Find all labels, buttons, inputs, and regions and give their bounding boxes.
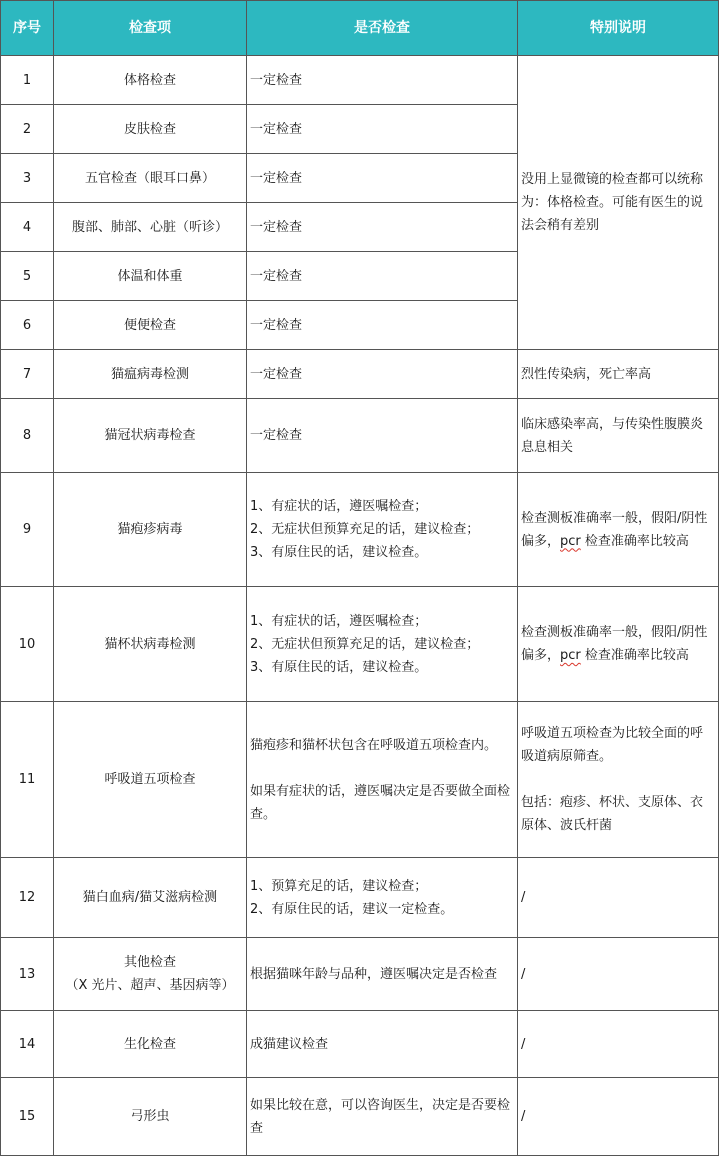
table-row: [1, 858, 719, 938]
row-no: 9: [1, 473, 54, 587]
row-item: 生化检查: [54, 1011, 247, 1078]
row-required: 如果比较在意，可以咨询医生，决定是否要检查: [247, 1078, 518, 1156]
row-required: 一定检查: [247, 350, 518, 399]
row-required: 一定检查: [247, 399, 518, 473]
row-required: 一定检查: [247, 105, 518, 154]
table-row: [1, 1011, 719, 1078]
note-paragraph: 呼吸道五项检查为比较全面的呼吸道病原筛查。: [521, 726, 704, 764]
row-no: 13: [1, 938, 54, 1011]
row-required: 一定检查: [247, 301, 518, 350]
header-note: 特别说明: [518, 1, 719, 56]
row-required: 根据猫咪年龄与品种，遵医嘱决定是否检查: [247, 938, 518, 1011]
row-item: 便便检查: [54, 301, 247, 350]
row-required: [247, 858, 518, 938]
required-line: 1、有症状的话，遵医嘱检查；: [250, 499, 428, 514]
required-line: 2、无症状但预算充足的话，建议检查；: [250, 636, 480, 652]
required-paragraph: 猫疱疹和猫杯状包含在呼吸道五项检查内。: [250, 737, 498, 753]
row-item: 猫白血病/猫艾滋病检测: [54, 858, 247, 938]
row-no: 12: [1, 858, 54, 938]
row-no: 10: [1, 587, 54, 702]
row-no: 15: [1, 1078, 54, 1156]
row-item: 五官检查（眼耳口鼻）: [54, 154, 247, 203]
row-no: 6: [1, 301, 54, 350]
row-required: [247, 702, 518, 858]
row-item: 皮肤检查: [54, 105, 247, 154]
note-text: 检查准确率比较高: [580, 533, 689, 549]
row-no: 3: [1, 154, 54, 203]
required-line: 3、有原住民的话，建议检查。: [250, 545, 428, 560]
item-line: 其他检查: [123, 955, 176, 970]
required-line: 1、有症状的话，遵医嘱检查；: [250, 613, 428, 629]
row-note: 临床感染率高，与传染性腹膜炎息息相关: [518, 399, 719, 473]
header-required: 是否检查: [247, 1, 518, 56]
row-required: 一定检查: [247, 56, 518, 105]
row-note: /: [518, 1078, 719, 1156]
row-item: 腹部、肺部、心脏（听诊）: [54, 203, 247, 252]
required-line: 3、有原住民的话，建议检查。: [250, 659, 428, 675]
row-required: 成猫建议检查: [247, 1011, 518, 1078]
row-required: [247, 587, 518, 702]
row-note: 烈性传染病，死亡率高: [518, 350, 719, 399]
row-no: 7: [1, 350, 54, 399]
table-row: [1, 473, 719, 587]
row-no: 11: [1, 702, 54, 858]
header-no: 序号: [1, 1, 54, 56]
shared-note: 没用上显微镜的检查都可以统称为：体格检查。可能有医生的说法会稍有差别: [518, 56, 719, 350]
item-line: （X 光片、超声、基因病等）: [65, 978, 235, 993]
note-pcr-term: pcr: [560, 533, 581, 549]
table-header-row: [1, 1, 719, 56]
row-no: 4: [1, 203, 54, 252]
row-item: 弓形虫: [54, 1078, 247, 1156]
note-text: 检查测板准确率一般，假阳/阴性偏多，: [521, 510, 708, 549]
row-no: 5: [1, 252, 54, 301]
row-required: 一定检查: [247, 203, 518, 252]
required-line: 1、预算充足的话，建议检查；: [250, 878, 428, 894]
row-note: [518, 702, 719, 858]
row-item: 猫冠状病毒检查: [54, 399, 247, 473]
note-pcr-term: pcr: [560, 648, 581, 663]
table-row: [1, 1078, 719, 1156]
row-item: 猫杯状病毒检测: [54, 587, 247, 702]
row-item: [54, 938, 247, 1011]
row-item: 呼吸道五项检查: [54, 702, 247, 858]
table-row: [1, 56, 719, 105]
required-line: 2、无症状但预算充足的话，建议检查；: [250, 522, 480, 537]
note-text: 检查准确率比较高: [580, 648, 689, 663]
row-note: /: [518, 938, 719, 1011]
required-paragraph: 如果有症状的话，遵医嘱决定是否要做全面检查。: [250, 783, 511, 822]
row-required: [247, 473, 518, 587]
row-no: 2: [1, 105, 54, 154]
table-row: [1, 350, 719, 399]
row-item: 体格检查: [54, 56, 247, 105]
row-no: 1: [1, 56, 54, 105]
row-item: 猫瘟病毒检测: [54, 350, 247, 399]
row-note: [518, 587, 719, 702]
row-note: [518, 473, 719, 587]
table-row: [1, 399, 719, 473]
note-paragraph: 包括：疱疹、杯状、支原体、衣原体、波氏杆菌: [521, 795, 704, 833]
row-item: 体温和体重: [54, 252, 247, 301]
row-note: /: [518, 1011, 719, 1078]
row-no: 14: [1, 1011, 54, 1078]
row-no: 8: [1, 399, 54, 473]
row-note: /: [518, 858, 719, 938]
table-row: [1, 938, 719, 1011]
row-required: 一定检查: [247, 252, 518, 301]
note-text: 检查测板准确率一般，假阳/阴性偏多，: [521, 625, 708, 663]
table-row: [1, 702, 719, 858]
row-item: 猫疱疹病毒: [54, 473, 247, 587]
required-line: 2、有原住民的话，建议一定检查。: [250, 901, 454, 917]
header-item: 检查项: [54, 1, 247, 56]
row-required: 一定检查: [247, 154, 518, 203]
table-row: [1, 587, 719, 702]
